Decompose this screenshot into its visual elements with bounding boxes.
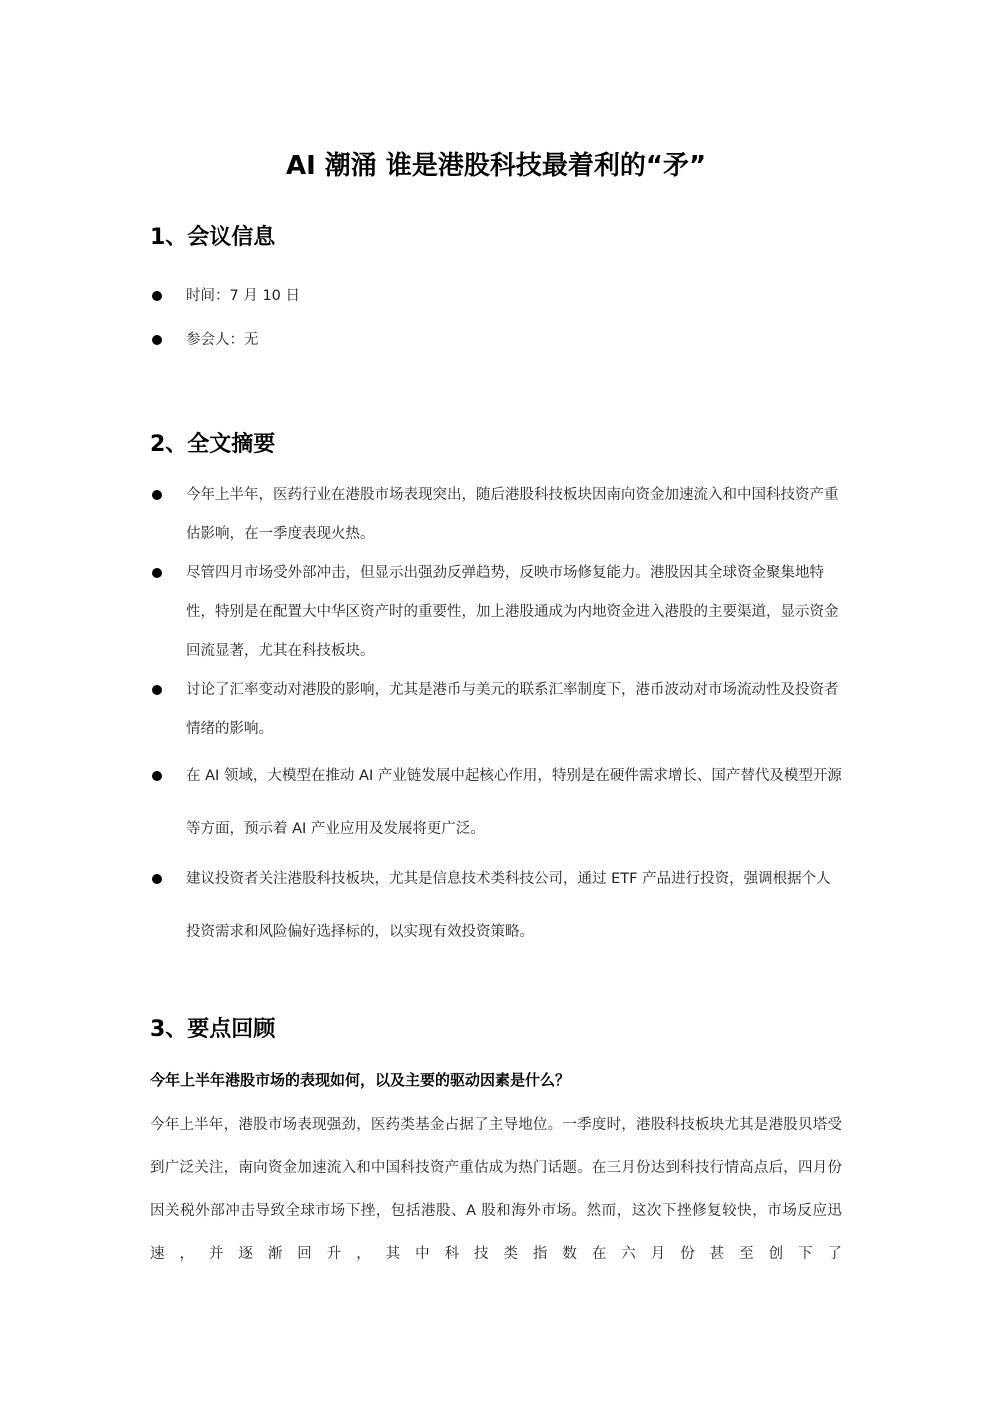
bullet-icon xyxy=(152,771,162,781)
section-heading-key-points: 3、要点回顾 xyxy=(150,1017,276,1042)
list-item-text: 建议投资者关注港股科技板块，尤其是信息技术类科技公司，通过 ETF 产品进行投资，强调根据个人投资需求和风险偏好选择标的，以实现有效投资策略。 xyxy=(186,871,831,940)
section-heading-meeting-info: 1、会议信息 xyxy=(150,225,276,250)
list-item-text: 尽管四月市场受外部冲击，但显示出强劲反弹趋势，反映市场修复能力。港股因其全球资金聚集地特性，特别是在配置大中华区资产时的重要性，加上港股通成为内地资金进入港股的主要渠道，显示资金回流显著，尤其在科技板块。 xyxy=(186,565,839,659)
list-item-text: 参会人：无 xyxy=(186,332,259,348)
list-item xyxy=(150,328,842,352)
list-item xyxy=(150,750,842,856)
section-heading-summary: 2、全文摘要 xyxy=(150,432,276,457)
list-item-text: 讨论了汇率变动对港股的影响，尤其是港币与美元的联系汇率制度下，港币波动对市场流动性及投资者情绪的影响。 xyxy=(186,682,839,737)
list-item xyxy=(150,284,842,308)
bullet-icon xyxy=(152,874,162,884)
bullet-icon xyxy=(152,568,162,578)
list-item xyxy=(150,554,842,671)
list-item xyxy=(150,853,842,959)
list-item-text: 在 AI 领域，大模型在推动 AI 产业链发展中起核心作用，特别是在硬件需求增长、国产替代及模型开源等方面，预示着 AI 产业应用及发展将更广泛。 xyxy=(186,768,842,837)
bullet-icon xyxy=(152,291,162,301)
list-item-text: 时间：7 月 10 日 xyxy=(186,288,301,304)
bullet-icon xyxy=(152,685,162,695)
list-item xyxy=(150,476,842,554)
question-heading: 今年上半年港股市场的表现如何，以及主要的驱动因素是什么？ xyxy=(150,1071,571,1089)
list-item-text: 今年上半年，医药行业在港股市场表现突出，随后港股科技板块因南向资金加速流入和中国科技资产重估影响，在一季度表现火热。 xyxy=(186,487,839,542)
list-item xyxy=(150,671,842,749)
bullet-icon xyxy=(152,335,162,345)
document-title: AI 潮涌 谁是港股科技最着利的“矛” xyxy=(285,151,707,181)
answer-paragraph: 今年上半年，港股市场表现强劲，医药类基金占据了主导地位。一季度时，港股科技板块尤其是港股贝塔受到广泛关注，南向资金加速流入和中国科技资产重估成为热门话题。在三月份达到科技行情高点后，四月份因关税外部冲击导致全球市场下挫，包括港股、A 股和海外市场。然而，这次下挫修复较快，市场反应迅速，并逐渐回升，其中科技类指数在六月份甚至创下了 xyxy=(150,1117,842,1262)
bullet-icon xyxy=(152,490,162,500)
